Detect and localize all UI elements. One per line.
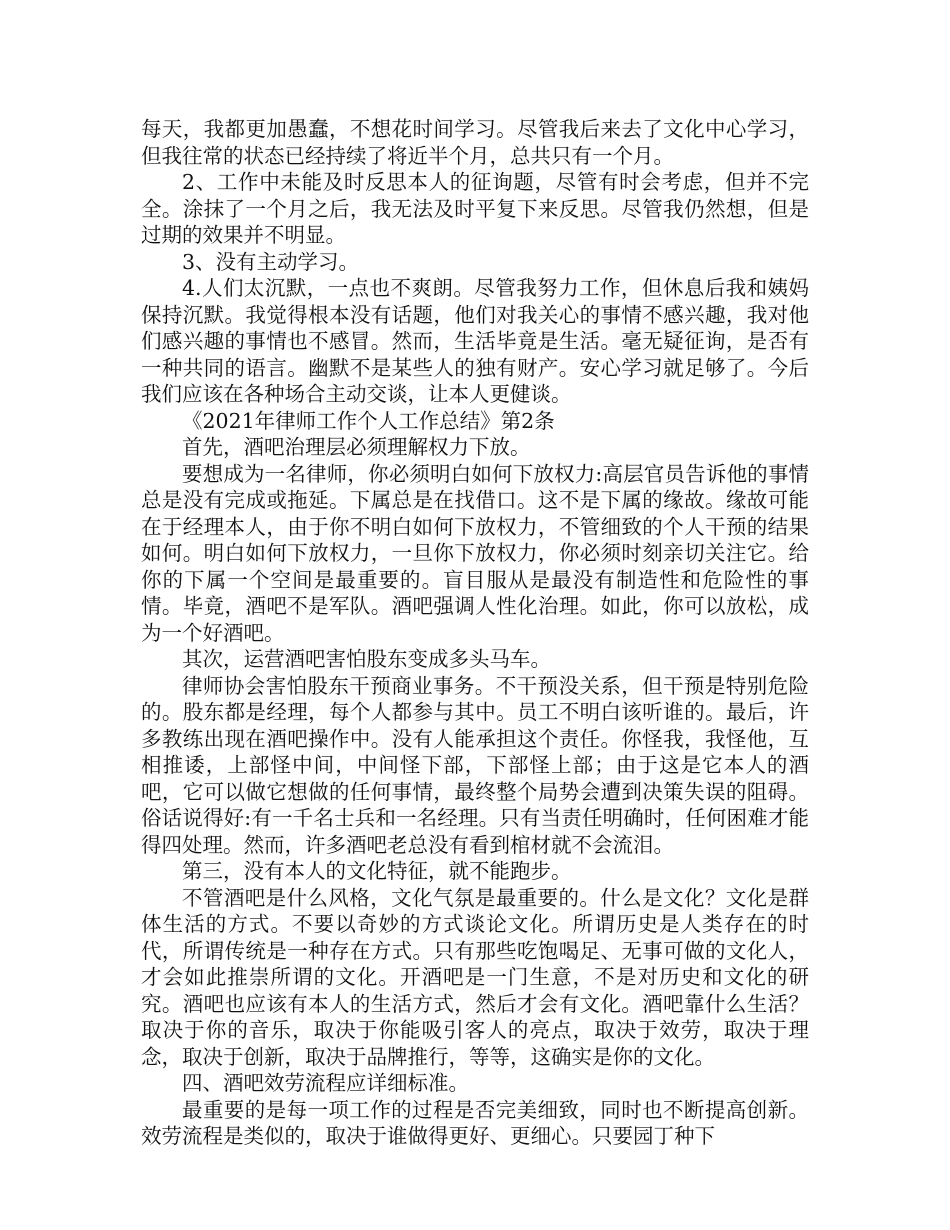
article-heading: 《2021年律师工作个人工作总结》第2条: [182, 408, 555, 433]
section-heading-first: 首先，酒吧治理层必须理解权力下放。: [182, 435, 531, 459]
paragraph-culture: 不管酒吧是什么风格，文化气氛是最重要的。什么是文化？文化是群体生活的方式。不要以奇妙的方式谈论文化。所谓历史是人类存在的时代，所谓传统是一种存在方式。只有那些吃饱喝足、无事可做的文化人，才会如此推崇所谓的文化。开酒吧是一门生意，不是对历史和文化的研究。酒吧也应该有本人的生活方式，然后才会有文化。酒吧靠什么生活？取决于你的音乐，取决于你能吸引客人的亮点，取决于效劳，取决于理念，取决于创新，取决于品牌推行，等等，这确实是你的文化。: [141, 885, 809, 1069]
paragraph-point-4: 4.人们太沉默，一点也不爽朗。尽管我努力工作，但休息后我和姨妈保持沉默。我觉得根本没有话题，他们对我关心的事情不感兴趣，我对他们感兴趣的事情也不感冒。然而，生活毕竟是生活。毫无疑征询，是否有一种共同的语言。幽默不是某些人的独有财产。安心学习就足够了。今后我们应该在各种场合主动交谈，让本人更健谈。: [141, 276, 809, 406]
paragraph-point-3: 3、没有主动学习。: [182, 249, 360, 274]
section-heading-third: 第三，没有本人的文化特征，就不能跑步。: [182, 859, 572, 883]
section-heading-fourth: 四、酒吧效劳流程应详细标准。: [182, 1071, 469, 1095]
section-heading-second: 其次，运营酒吧害怕股东变成多头马车。: [182, 647, 551, 671]
paragraph-service-process: 最重要的是每一项工作的过程是否完美细致，同时也不断提高创新。效劳流程是类似的，取决于谁做得更好、更细心。只要园丁种下: [141, 1097, 809, 1148]
paragraph-intro-continuation: 每天，我都更加愚蠢，不想花时间学习。尽管我后来去了文化中心学习，但我往常的状态已经持续了将近半个月，总共只有一个月。: [141, 117, 809, 168]
paragraph-delegation: 要想成为一名律师，你必须明白如何下放权力:高层官员告诉他的事情总是没有完成或拖延。下属总是在找借口。这不是下属的缘故。缘故可能在于经理本人，由于你不明白如何下放权力，不管细致的个人干预的结果如何。明白如何下放权力，一旦你下放权力，你必须时刻亲切关注它。给你的下属一个空间是最重要的。盲目服从是最没有制造性和危险性的事情。毕竟，酒吧不是军队。酒吧强调人性化治理。如此，你可以放松，成为一个好酒吧。: [141, 461, 809, 645]
paragraph-shareholders: 律师协会害怕股东干预商业事务。不干预没关系，但干预是特别危险的。股东都是经理，每个人都参与其中。员工不明白该听谁的。最后，许多教练出现在酒吧操作中。没有人能承担这个责任。你怪我，我怪他，互相推诿，上部怪中间，中间怪下部，下部怪上部；由于这是它本人的酒吧，它可以做它想做的任何事情，最终整个局势会遭到决策失误的阻碍。俗话说得好:有一千名士兵和一名经理。只有当责任明确时，任何困难才能得四处理。然而，许多酒吧老总没有看到棺材就不会流泪。: [141, 673, 809, 857]
paragraph-point-2: 2、工作中未能及时反思本人的征询题，尽管有时会考虑，但并不完全。涂抹了一个月之后，我无法及时平复下来反思。尽管我仍然想，但是过期的效果并不明显。: [141, 170, 809, 247]
document-page: [141, 116, 809, 1150]
